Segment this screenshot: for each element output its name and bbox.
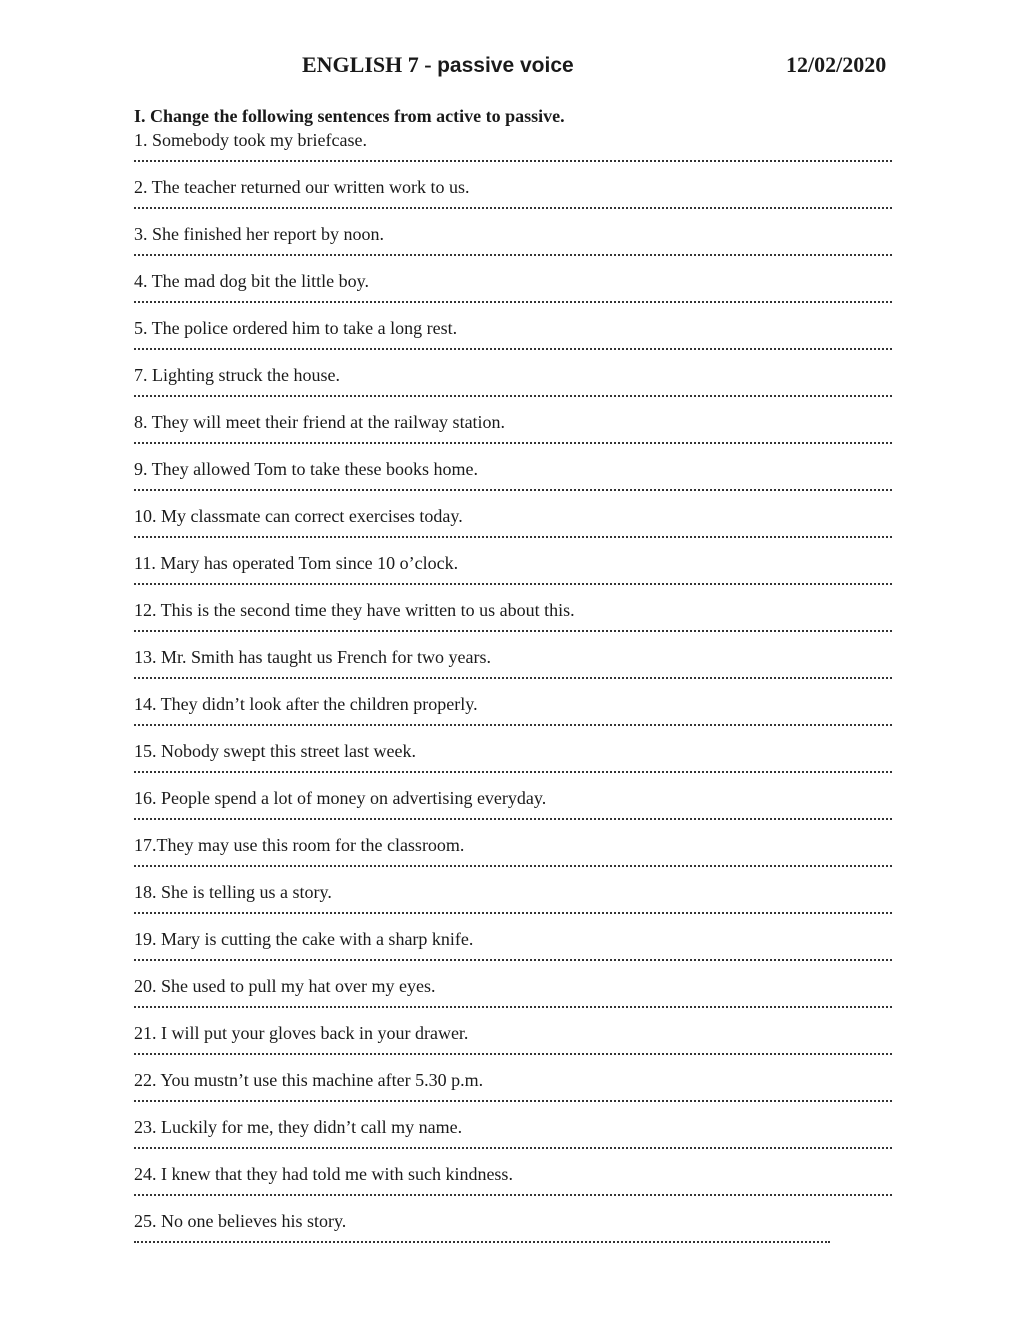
answer-line[interactable] [134,677,892,679]
exercise-sentence: 5. The police ordered him to take a long rest. [134,318,458,338]
exercise-sentence: 15. Nobody swept this street last week. [134,741,416,761]
exercise-item [134,410,894,457]
exercise-sentence: 18. She is telling us a story. [134,882,332,902]
answer-line[interactable] [134,489,892,491]
exercise-item [134,551,894,598]
answer-line[interactable] [134,771,892,773]
section-instruction: I. Change the following sentences from active to passive. [134,106,565,126]
worksheet-date: 12/02/2020 [786,52,887,77]
exercise-sentence: 25. No one believes his story. [134,1211,347,1231]
exercise-item [134,222,894,269]
exercise-sentence: 7. Lighting struck the house. [134,365,340,385]
exercise-item [134,363,894,410]
answer-line[interactable] [134,301,892,303]
exercise-item [134,645,894,692]
exercise-sentence: 8. They will meet their friend at the railway station. [134,412,506,432]
exercise-sentence: 12. This is the second time they have written to us about this. [134,600,575,620]
exercise-sentence: 20. She used to pull my hat over my eyes. [134,976,436,996]
exercise-sentence: 13. Mr. Smith has taught us French for two years. [134,647,491,667]
answer-line[interactable] [134,395,892,397]
exercise-sentence: 19. Mary is cutting the cake with a sharp knife. [134,929,474,949]
answer-line[interactable] [134,1194,892,1196]
exercise-item [134,786,894,833]
answer-line[interactable] [134,1147,892,1149]
exercise-sentence: 16. People spend a lot of money on advertising everyday. [134,788,547,808]
exercise-sentence: 21. I will put your gloves back in your drawer. [134,1023,469,1043]
exercise-sentence: 17.They may use this room for the classroom. [134,835,465,855]
exercise-item [134,974,894,1021]
worksheet-header [0,52,1024,86]
title-prefix: ENGLISH 7 - [302,52,438,77]
exercise-item [134,1162,894,1209]
answer-line[interactable] [134,254,892,256]
exercise-sentence: 14. They didn’t look after the children properly. [134,694,478,714]
answer-line[interactable] [134,818,892,820]
exercise-item [134,880,894,927]
exercise-item [134,175,894,222]
exercise-item [134,1021,894,1068]
answer-line[interactable] [134,630,892,632]
exercise-sentence: 24. I knew that they had told me with such kindness. [134,1164,513,1184]
exercise-sentence: 3. She finished her report by noon. [134,224,384,244]
exercise-sentence: 10. My classmate can correct exercises today. [134,506,463,526]
exercise-sentence: 4. The mad dog bit the little boy. [134,271,369,291]
answer-line[interactable] [134,912,892,914]
exercise-item [134,1115,894,1162]
exercise-item [134,1068,894,1115]
answer-line[interactable] [134,207,892,209]
answer-line[interactable] [134,1053,892,1055]
exercise-item [134,316,894,363]
answer-line[interactable] [134,1241,830,1243]
answer-line[interactable] [134,1006,892,1008]
worksheet-title [302,52,574,78]
answer-line[interactable] [134,348,892,350]
answer-line[interactable] [134,1100,892,1102]
exercise-section [134,104,894,1256]
answer-line[interactable] [134,724,892,726]
exercise-item [134,128,894,175]
exercise-sentence: 22. You mustn’t use this machine after 5.30 p.m. [134,1070,484,1090]
exercise-item [134,739,894,786]
exercise-item [134,598,894,645]
exercise-sentence: 23. Luckily for me, they didn’t call my name. [134,1117,463,1137]
exercise-item [134,457,894,504]
exercise-sentence: 11. Mary has operated Tom since 10 o’clock. [134,553,459,573]
exercise-item [134,692,894,739]
answer-line[interactable] [134,160,892,162]
exercise-sentence: 1. Somebody took my briefcase. [134,130,367,150]
answer-line[interactable] [134,536,892,538]
exercise-item [134,927,894,974]
exercise-item [134,833,894,880]
exercise-item [134,504,894,551]
exercise-item [134,1209,894,1256]
answer-line[interactable] [134,865,892,867]
title-topic: passive voice [437,54,574,77]
answer-line[interactable] [134,442,892,444]
answer-line[interactable] [134,583,892,585]
answer-line[interactable] [134,959,892,961]
exercise-sentence: 2. The teacher returned our written work to us. [134,177,470,197]
exercise-item [134,269,894,316]
exercise-sentence: 9. They allowed Tom to take these books home. [134,459,479,479]
